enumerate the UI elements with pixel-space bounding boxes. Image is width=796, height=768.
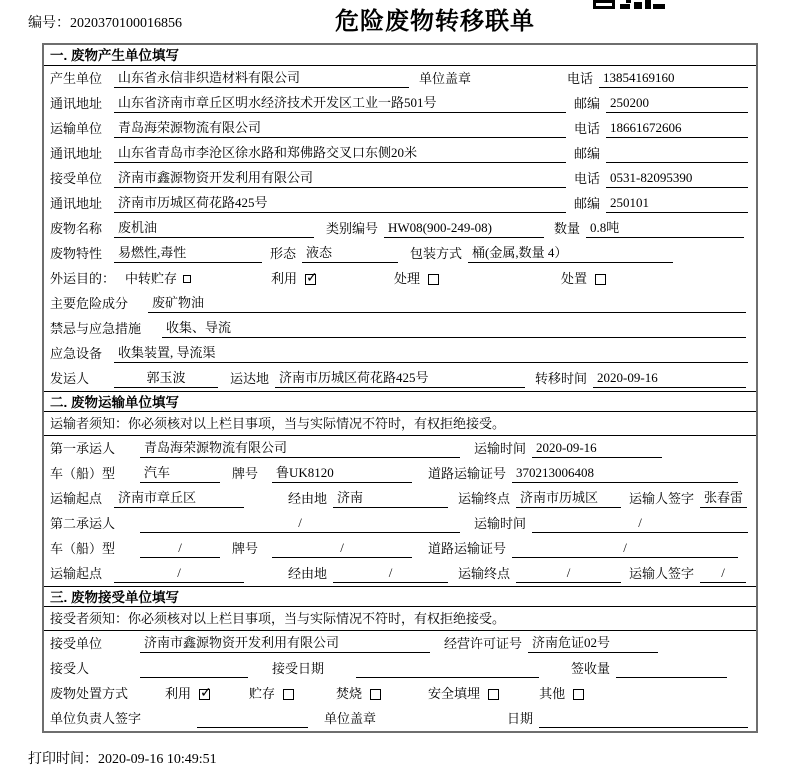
address-label: 通讯地址 bbox=[50, 146, 103, 161]
taboo-row bbox=[44, 316, 756, 341]
first-carrier-row bbox=[44, 436, 756, 461]
transfer-time-label: 转移时间 bbox=[535, 371, 588, 386]
category-value: HW08(900-249-08) bbox=[384, 219, 544, 238]
receiver-row bbox=[44, 166, 756, 191]
route2-row bbox=[44, 561, 756, 586]
disposal-method-label: 废物处置方式 bbox=[50, 686, 129, 701]
taboo-value: 收集、导流 bbox=[162, 319, 746, 338]
terminus-label: 运输终点 bbox=[458, 566, 511, 581]
phone-label: 电话 bbox=[574, 171, 601, 186]
shipper-label: 发运人 bbox=[50, 371, 90, 386]
disposal-option-landfill bbox=[428, 685, 499, 703]
doc-number bbox=[28, 12, 182, 32]
seal-label: 单位盖章 bbox=[324, 711, 377, 726]
receiving-person-value bbox=[140, 660, 248, 678]
transporter-address-row bbox=[44, 141, 756, 166]
print-time-value: 2020-09-16 10:49:51 bbox=[98, 752, 217, 767]
equipment-row bbox=[44, 341, 756, 366]
destination-label: 运达地 bbox=[230, 371, 270, 386]
purpose-row bbox=[44, 266, 756, 291]
checkbox-icon bbox=[183, 275, 191, 283]
producer-zip-value: 250200 bbox=[606, 94, 748, 113]
terminus-label: 运输终点 bbox=[458, 491, 511, 506]
vehicle2-row bbox=[44, 536, 756, 561]
zip-label: 邮编 bbox=[574, 146, 601, 161]
equipment-value: 收集装置, 导流渠 bbox=[114, 344, 748, 363]
page-title: 危险废物转移联单 bbox=[335, 9, 535, 35]
first-carrier-value: 青岛海荣源物流有限公司 bbox=[140, 439, 460, 458]
section1-header: 一. 废物产生单位填写 bbox=[44, 45, 756, 66]
zip-label: 邮编 bbox=[574, 96, 601, 111]
packing-label: 包装方式 bbox=[410, 246, 463, 261]
receiving-unit-row bbox=[44, 631, 756, 656]
form-label: 形态 bbox=[270, 246, 297, 261]
phone-label: 电话 bbox=[567, 71, 594, 86]
checkbox-icon bbox=[428, 274, 439, 285]
carrier-sign2-value: / bbox=[700, 564, 746, 583]
option-label: 贮存 bbox=[249, 686, 276, 701]
quantity-value: 0.8吨 bbox=[586, 219, 744, 238]
plate2-value: / bbox=[272, 539, 412, 558]
road-license1-value: 370213006408 bbox=[512, 464, 738, 483]
purpose-option-transfer-storage bbox=[125, 270, 191, 288]
transporter-label: 运输单位 bbox=[50, 121, 103, 136]
second-carrier-value: / bbox=[140, 514, 460, 533]
transport-time-label: 运输时间 bbox=[474, 441, 527, 456]
producer-value: 山东省永信非织造材料有限公司 bbox=[114, 69, 409, 88]
receiver-label: 接受单位 bbox=[50, 171, 103, 186]
manager-sign-row bbox=[44, 706, 756, 731]
transporter-value: 青岛海荣源物流有限公司 bbox=[114, 119, 566, 138]
receiver-address-row bbox=[44, 191, 756, 216]
packing-value: 桶(金属,数量 4） bbox=[468, 244, 673, 263]
producer-row bbox=[44, 66, 756, 91]
checkbox-icon bbox=[305, 274, 316, 285]
purpose-option-dispose bbox=[561, 270, 606, 288]
disposal-method-row bbox=[44, 681, 756, 706]
origin-label: 运输起点 bbox=[50, 491, 103, 506]
checkbox-icon bbox=[488, 689, 499, 700]
character-label: 废物特性 bbox=[50, 246, 103, 261]
disposal-option-utilize bbox=[165, 685, 210, 703]
road-license2-value: / bbox=[512, 539, 738, 558]
option-label: 利用 bbox=[165, 686, 192, 701]
via1-value: 济南 bbox=[333, 489, 448, 508]
carrier-sign-label: 运输人签字 bbox=[629, 566, 695, 581]
route1-row bbox=[44, 486, 756, 511]
checkbox-icon bbox=[595, 274, 606, 285]
option-label: 安全填埋 bbox=[428, 686, 481, 701]
option-label: 处置 bbox=[561, 271, 588, 286]
via2-value: / bbox=[333, 564, 448, 583]
biz-license-value: 济南危证02号 bbox=[528, 634, 658, 653]
option-label: 处理 bbox=[394, 271, 421, 286]
option-label: 利用 bbox=[271, 271, 298, 286]
purpose-option-treat bbox=[394, 270, 439, 288]
option-label: 焚烧 bbox=[336, 686, 363, 701]
plate-label: 牌号 bbox=[232, 541, 259, 556]
road-license-label: 道路运输证号 bbox=[428, 541, 507, 556]
destination-value: 济南市历城区荷花路425号 bbox=[275, 369, 525, 388]
manager-sign-label: 单位负责人签字 bbox=[50, 711, 142, 726]
via-label: 经由地 bbox=[288, 491, 328, 506]
qr-block bbox=[653, 4, 665, 9]
hazard-value: 废矿物油 bbox=[148, 294, 746, 313]
date-value bbox=[539, 710, 748, 728]
vehicle-type1-value: 汽车 bbox=[140, 464, 220, 483]
section3-header: 三. 废物接受单位填写 bbox=[44, 586, 756, 607]
checkbox-icon bbox=[370, 689, 381, 700]
terminus1-value: 济南市历城区 bbox=[516, 489, 621, 508]
biz-license-label: 经营许可证号 bbox=[444, 636, 523, 651]
origin-label: 运输起点 bbox=[50, 566, 103, 581]
carrier-sign1-value: 张春雷 bbox=[700, 489, 747, 508]
receiver-notice: 接受者须知：你必须核对以上栏目事项，当与实际情况不符时，有权拒绝接受。 bbox=[44, 607, 756, 631]
origin1-value: 济南市章丘区 bbox=[114, 489, 244, 508]
transporter-phone-value: 18661672606 bbox=[606, 119, 748, 138]
terminus2-value: / bbox=[516, 564, 621, 583]
disposal-option-incinerate bbox=[336, 685, 381, 703]
second-carrier-label: 第二承运人 bbox=[50, 516, 116, 531]
vehicle-type-label: 车（船）型 bbox=[50, 466, 116, 481]
second-carrier-row bbox=[44, 511, 756, 536]
receiver-value: 济南市鑫源物资开发利用有限公司 bbox=[114, 169, 566, 188]
first-carrier-label: 第一承运人 bbox=[50, 441, 116, 456]
checkbox-icon bbox=[573, 689, 584, 700]
receiver-zip-value: 250101 bbox=[606, 194, 748, 213]
receiver-address-value: 济南市历城区荷花路425号 bbox=[114, 194, 566, 213]
origin2-value: / bbox=[114, 564, 244, 583]
vehicle1-row bbox=[44, 461, 756, 486]
form-value: 液态 bbox=[302, 244, 398, 263]
option-label: 其他 bbox=[539, 686, 566, 701]
address-label: 通讯地址 bbox=[50, 96, 103, 111]
transporter-zip-value bbox=[606, 145, 748, 163]
via-label: 经由地 bbox=[288, 566, 328, 581]
option-label: 中转贮存 bbox=[125, 271, 178, 286]
seal-label: 单位盖章 bbox=[419, 71, 472, 86]
phone-label: 电话 bbox=[574, 121, 601, 136]
carrier-sign-label: 运输人签字 bbox=[629, 491, 695, 506]
receiving-unit-label: 接受单位 bbox=[50, 636, 103, 651]
transport-time-label: 运输时间 bbox=[474, 516, 527, 531]
signed-quantity-value bbox=[616, 660, 727, 678]
manager-sign-value bbox=[197, 710, 308, 728]
manifest-form bbox=[42, 43, 758, 733]
receiving-person-label: 接受人 bbox=[50, 661, 90, 676]
transporter-notice: 运输者须知：你必须核对以上栏目事项，当与实际情况不符时，有权拒绝接受。 bbox=[44, 412, 756, 436]
print-time-label: 打印时间： bbox=[28, 752, 98, 767]
transporter-row bbox=[44, 116, 756, 141]
waste-name-value: 废机油 bbox=[114, 219, 314, 238]
quantity-label: 数量 bbox=[554, 221, 581, 236]
doc-number-label: 编号： bbox=[28, 16, 70, 31]
category-label: 类别编号 bbox=[326, 221, 379, 236]
transport-time1-value: 2020-09-16 bbox=[532, 439, 662, 458]
taboo-label: 禁忌与应急措施 bbox=[50, 321, 142, 336]
equipment-label: 应急设备 bbox=[50, 346, 103, 361]
character-value: 易燃性,毒性 bbox=[114, 244, 262, 263]
hazard-row bbox=[44, 291, 756, 316]
plate1-value: 鲁UK8120 bbox=[272, 464, 412, 483]
waste-name-label: 废物名称 bbox=[50, 221, 103, 236]
purpose-option-utilize bbox=[271, 270, 316, 288]
date-label: 日期 bbox=[507, 711, 534, 726]
receiving-person-row bbox=[44, 656, 756, 681]
purpose-label: 外运目的： bbox=[50, 271, 116, 286]
producer-label: 产生单位 bbox=[50, 71, 103, 86]
hazard-label: 主要危险成分 bbox=[50, 296, 129, 311]
doc-number-value: 2020370100016856 bbox=[70, 16, 182, 31]
road-license-label: 道路运输证号 bbox=[428, 466, 507, 481]
signed-quantity-label: 签收量 bbox=[571, 661, 611, 676]
receiving-unit-value: 济南市鑫源物资开发利用有限公司 bbox=[140, 634, 430, 653]
disposal-option-store bbox=[249, 685, 294, 703]
transport-time2-value: / bbox=[532, 514, 748, 533]
waste-name-row bbox=[44, 216, 756, 241]
shipper-value: 郭玉波 bbox=[114, 369, 218, 388]
zip-label: 邮编 bbox=[574, 196, 601, 211]
receiving-date-label: 接受日期 bbox=[272, 661, 325, 676]
checkbox-icon bbox=[283, 689, 294, 700]
receiving-date-value bbox=[356, 660, 539, 678]
disposal-option-other bbox=[539, 685, 584, 703]
vehicle-type2-value: / bbox=[140, 539, 220, 558]
checkbox-icon bbox=[199, 689, 210, 700]
producer-phone-value: 13854169160 bbox=[599, 69, 748, 88]
waste-character-row bbox=[44, 241, 756, 266]
receiver-phone-value: 0531-82095390 bbox=[606, 169, 748, 188]
shipper-row bbox=[44, 366, 756, 391]
transporter-address-value: 山东省青岛市李沧区徐水路和郑佛路交叉口东侧20米 bbox=[114, 144, 566, 163]
address-label: 通讯地址 bbox=[50, 196, 103, 211]
section2-header: 二. 废物运输单位填写 bbox=[44, 391, 756, 412]
producer-address-value: 山东省济南市章丘区明水经济技术开发区工业一路501号 bbox=[114, 94, 566, 113]
vehicle-type-label: 车（船）型 bbox=[50, 541, 116, 556]
plate-label: 牌号 bbox=[232, 466, 259, 481]
transfer-time-value: 2020-09-16 bbox=[593, 369, 746, 388]
producer-address-row bbox=[44, 91, 756, 116]
print-time bbox=[28, 748, 217, 768]
